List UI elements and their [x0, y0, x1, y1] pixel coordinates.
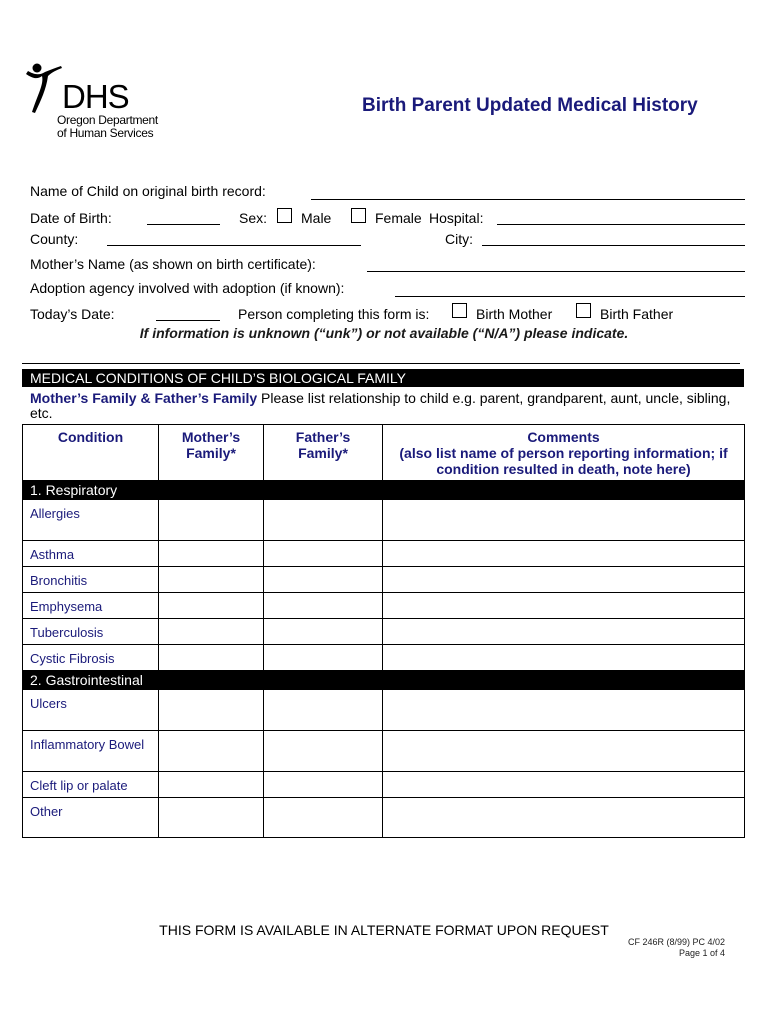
birth-father-label: Birth Father — [600, 306, 674, 322]
unknown-info-note: If information is unknown (“unk”) or not available (“N/A”) please indicate. — [139, 325, 629, 341]
fathers-family-cell[interactable] — [264, 500, 383, 541]
comments-cell[interactable] — [383, 645, 745, 671]
mothers-family-cell[interactable] — [159, 645, 264, 671]
comments-cell[interactable] — [383, 541, 745, 567]
mothers-family-cell[interactable] — [159, 500, 264, 541]
birth-father-checkbox[interactable] — [576, 303, 591, 318]
header-fathers-family: Father’s Family* — [264, 425, 383, 481]
header-comments — [383, 425, 745, 481]
city-label: City: — [445, 231, 473, 247]
comments-cell[interactable] — [383, 593, 745, 619]
alternate-format-notice: THIS FORM IS AVAILABLE IN ALTERNATE FORMAT UPON REQUEST — [159, 922, 609, 938]
male-checkbox[interactable] — [277, 208, 292, 223]
condition-row-label: Allergies — [23, 500, 159, 541]
instruction-text: Please list relationship to child e.g. parent, grandparent, aunt, uncle, sibling, etc. — [30, 390, 731, 421]
logo-text: DHS — [62, 78, 129, 115]
logo-subtitle-line2: of Human Services — [57, 126, 154, 140]
header-comments-subtitle: (also list name of person reporting information; if condition resulted in death, note here) — [399, 445, 728, 477]
condition-row-label: Emphysema — [23, 593, 159, 619]
mothers-family-cell[interactable] — [159, 690, 264, 731]
fathers-family-cell[interactable] — [264, 772, 383, 798]
condition-row-label: Asthma — [23, 541, 159, 567]
comments-cell[interactable] — [383, 772, 745, 798]
mothers-family-cell[interactable] — [159, 772, 264, 798]
todays-date-field[interactable] — [156, 320, 220, 321]
fathers-family-cell[interactable] — [264, 619, 383, 645]
dob-field[interactable] — [147, 224, 220, 225]
comments-cell[interactable] — [383, 619, 745, 645]
mothers-family-cell[interactable] — [159, 619, 264, 645]
form-code: CF 246R (8/99) PC 4/02 — [627, 937, 725, 947]
header-condition: Condition — [23, 425, 159, 481]
male-label: Male — [301, 210, 332, 226]
child-name-field[interactable] — [311, 199, 745, 200]
instruction-bold: Mother’s Family & Father’s Family — [30, 390, 258, 406]
section-instruction — [30, 391, 742, 421]
header-mothers-family: Mother’s Family* — [159, 425, 264, 481]
form-code-block — [628, 937, 725, 959]
mother-name-field[interactable] — [367, 271, 745, 272]
county-label: County: — [30, 231, 79, 247]
female-label: Female — [375, 210, 422, 226]
adoption-agency-label: Adoption agency involved with adoption (if known): — [30, 280, 345, 296]
fathers-family-cell[interactable] — [264, 798, 383, 838]
fathers-family-cell[interactable] — [264, 645, 383, 671]
comments-cell[interactable] — [383, 690, 745, 731]
mothers-family-cell[interactable] — [159, 567, 264, 593]
county-field[interactable] — [107, 245, 361, 246]
hospital-label: Hospital: — [429, 210, 484, 226]
condition-row-label: Inflammatory Bowel — [23, 731, 159, 772]
mother-name-label: Mother’s Name (as shown on birth certificate): — [30, 256, 316, 272]
group-gastrointestinal: 2. Gastrointestinal — [23, 671, 745, 690]
dhs-logo-figure-icon — [24, 62, 64, 118]
condition-row-label: Tuberculosis — [23, 619, 159, 645]
condition-row-label: Cystic Fibrosis — [23, 645, 159, 671]
page-number: Page 1 of 4 — [678, 948, 725, 958]
condition-row-label: Other — [23, 798, 159, 838]
comments-cell[interactable] — [383, 731, 745, 772]
fathers-family-cell[interactable] — [264, 541, 383, 567]
mothers-family-cell[interactable] — [159, 731, 264, 772]
condition-row-label: Ulcers — [23, 690, 159, 731]
fathers-family-cell[interactable] — [264, 731, 383, 772]
medical-conditions-table — [22, 424, 745, 838]
logo-subtitle-line1: Oregon Department — [57, 113, 158, 127]
hospital-field[interactable] — [497, 224, 745, 225]
birth-mother-checkbox[interactable] — [452, 303, 467, 318]
condition-row-label: Bronchitis — [23, 567, 159, 593]
city-field[interactable] — [482, 245, 745, 246]
mothers-family-cell[interactable] — [159, 798, 264, 838]
comments-cell[interactable] — [383, 500, 745, 541]
divider — [22, 363, 740, 364]
section-title-bar: MEDICAL CONDITIONS OF CHILD’S BIOLOGICAL FAMILY — [22, 369, 744, 387]
fathers-family-cell[interactable] — [264, 567, 383, 593]
mothers-family-cell[interactable] — [159, 593, 264, 619]
document-title: Birth Parent Updated Medical History — [362, 95, 698, 116]
child-name-label: Name of Child on original birth record: — [30, 183, 266, 199]
birth-mother-label: Birth Mother — [476, 306, 553, 322]
group-respiratory: 1. Respiratory — [23, 481, 745, 500]
mothers-family-cell[interactable] — [159, 541, 264, 567]
comments-cell[interactable] — [383, 567, 745, 593]
adoption-agency-field[interactable] — [395, 296, 745, 297]
female-checkbox[interactable] — [351, 208, 366, 223]
condition-row-label: Cleft lip or palate — [23, 772, 159, 798]
comments-cell[interactable] — [383, 798, 745, 838]
todays-date-label: Today’s Date: — [30, 306, 115, 322]
person-completing-label: Person completing this form is: — [238, 306, 430, 322]
fathers-family-cell[interactable] — [264, 593, 383, 619]
dob-label: Date of Birth: — [30, 210, 112, 226]
header-comments-title: Comments — [527, 429, 600, 445]
fathers-family-cell[interactable] — [264, 690, 383, 731]
sex-label: Sex: — [239, 210, 268, 226]
